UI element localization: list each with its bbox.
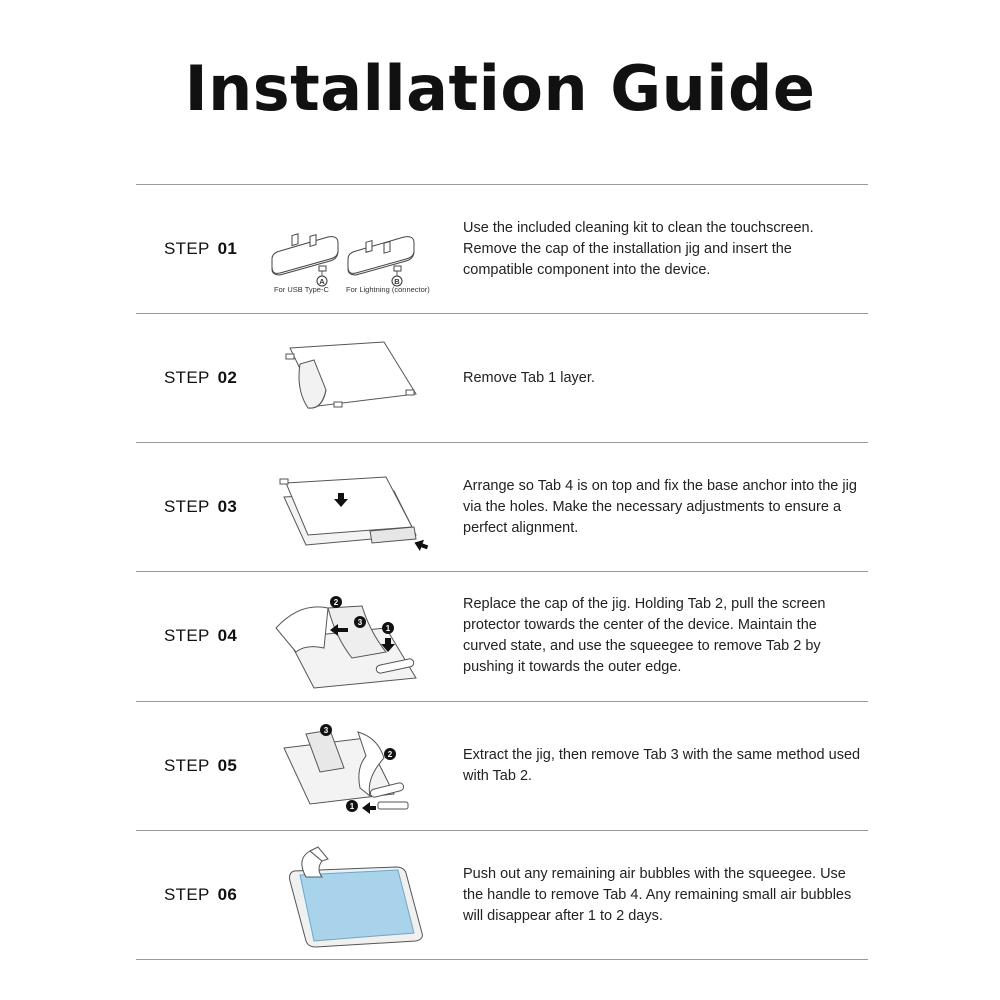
- jig-parts-illustration: [266, 191, 446, 307]
- step-label: [164, 185, 237, 313]
- arrange-jig-illustration: [266, 449, 446, 565]
- step-description: Arrange so Tab 4 is on top and fix the base anchor into the jig via the holes. Make the necessary adjustments to ensure a perfect alignment.: [463, 477, 857, 536]
- step-label: [164, 314, 237, 442]
- remove-tab-1-illustration: [266, 320, 446, 436]
- step-word: STEP: [164, 239, 210, 258]
- step-label: [164, 443, 237, 571]
- divider: [136, 959, 868, 960]
- remove-tab-3-illustration: [266, 708, 446, 824]
- step-05: [136, 702, 868, 830]
- marker-a: A: [319, 277, 325, 286]
- step-word: STEP: [164, 756, 210, 775]
- marker-2: 2: [387, 750, 393, 759]
- step-02: [136, 314, 868, 442]
- step-description: Push out any remaining air bubbles with the squeegee. Use the handle to remove Tab 4. Any remaining small air bubbles will disappear after 1 to 2 days.: [463, 865, 852, 924]
- step-number: 02: [217, 368, 238, 387]
- marker-3: 3: [357, 618, 363, 627]
- step-word: STEP: [164, 626, 210, 645]
- step-word: STEP: [164, 885, 210, 904]
- step-label: [164, 572, 237, 700]
- step-label: [164, 831, 237, 959]
- step-word: STEP: [164, 497, 210, 516]
- page-title: Installation Guide: [184, 52, 816, 125]
- arrow-left-icon: [362, 802, 376, 814]
- peel-tab-2-illustration: [266, 578, 446, 694]
- step-number: 04: [217, 626, 238, 645]
- marker-b: B: [394, 277, 400, 286]
- step-description: Extract the jig, then remove Tab 3 with the same method used with Tab 2.: [463, 747, 861, 784]
- step-03: [136, 443, 868, 571]
- marker-1: 1: [385, 624, 391, 633]
- marker-3: 3: [323, 726, 329, 735]
- phone-with-protector-illustration: [266, 837, 446, 953]
- marker-1: 1: [349, 802, 355, 811]
- step-number: 05: [217, 756, 238, 775]
- step-label: [164, 702, 237, 830]
- marker-2: 2: [333, 598, 339, 607]
- step-description: Use the included cleaning kit to clean the touchscreen. Remove the cap of the installation jig and insert the compatible component into the device.: [463, 219, 814, 278]
- step-04: [136, 572, 868, 700]
- caption-usb-c: For USB Type-C: [274, 285, 329, 294]
- step-word: STEP: [164, 368, 210, 387]
- step-01: [136, 185, 868, 313]
- step-number: 01: [217, 239, 238, 258]
- step-number: 03: [217, 497, 238, 516]
- step-number: 06: [217, 885, 238, 904]
- caption-lightning: For Lightning (connector): [346, 285, 430, 294]
- step-06: [136, 831, 868, 959]
- step-description: Replace the cap of the jig. Holding Tab 2, pull the screen protector towards the center of the device. Maintain the curved state, and use the squeegee to remove Tab 2 by pushing it towards the outer edge.: [463, 596, 826, 675]
- step-description: Remove Tab 1 layer.: [463, 369, 595, 386]
